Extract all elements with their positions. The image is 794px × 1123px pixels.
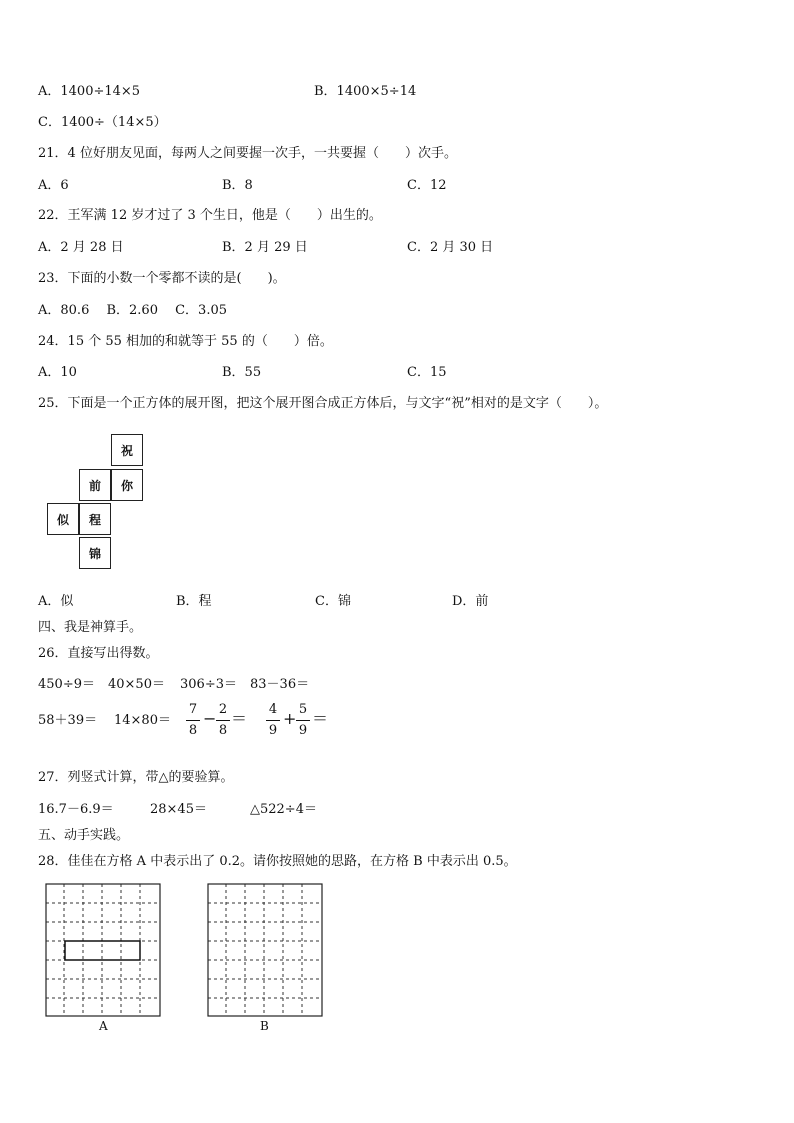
q22-question: 22．王军满 12 岁才过了 3 个生日，他是（ ）出生的。 [38,208,382,223]
q26-expr-5: 58＋39＝ [38,713,98,728]
frac2-operator: + [283,709,297,728]
q28-question: 28．佳佳在方格 A 中表示出了 0.2。请你按照她的思路，在方格 B 中表示出 0.5。 [38,854,517,869]
fraction-bar [216,720,230,721]
frac1-num2: 2 [218,702,228,717]
q21-option-c: C．12 [407,178,447,193]
q25-question: 25．下面是一个正方体的展开图，把这个展开图合成正方体后，与文字“祝”相对的是文字（ ）。 [38,396,608,411]
q21-option-b: B．8 [222,178,253,193]
q20-option-a: A．1400÷14×5 [38,84,141,99]
q22-option-a: A．2 月 28 日 [38,240,124,255]
q21-question: 21．4 位好朋友见面，每两人之间要握一次手，一共要握（ ）次手。 [38,146,457,161]
frac1-den1: 8 [188,723,198,738]
frac1-equals: ＝ [231,709,248,728]
q26-expr-6: 14×80＝ [114,713,171,728]
frac1-den2: 8 [218,723,228,738]
frac2-num1: 4 [268,702,278,717]
section-5-title: 五、动手实践。 [38,828,130,843]
frac1-num1: 7 [188,702,198,717]
q22-option-c: C．2 月 30 日 [407,240,494,255]
q25-option-d: D．前 [452,594,489,609]
cube-face-ni: 你 [111,469,143,501]
q27-item-3: △522÷4＝ [250,802,317,817]
q23-question: 23．下面的小数一个零都不读的是( )。 [38,271,286,286]
frac2-first [266,702,280,740]
cube-face-si: 似 [47,503,79,535]
q27-item-1: 16.7－6.9＝ [38,802,114,817]
q21-option-a: A．6 [38,178,69,193]
section-4-title: 四、我是神算手。 [38,620,143,635]
fraction-bar [296,720,310,721]
frac2-den2: 9 [298,723,308,738]
q24-option-a: A．10 [38,365,77,380]
q26-question: 26．直接写出得数。 [38,646,159,661]
q25-option-b: B．程 [176,594,212,609]
q25-option-a: A．似 [38,594,74,609]
q27-question: 27．列竖式计算，带△的要验算。 [38,770,234,785]
grid-a-label: A [99,1019,108,1033]
q22-option-b: B．2 月 29 日 [222,240,308,255]
frac1-operator: − [203,709,217,728]
cube-face-cheng: 程 [79,503,111,535]
frac2-num2: 5 [298,702,308,717]
cube-face-qian: 前 [79,469,111,501]
frac2-equals: ＝ [312,709,329,728]
q20-option-c: C．1400÷（14×5） [38,115,167,130]
grid-a [45,883,161,1017]
frac2-second [296,702,310,740]
q24-option-c: C．15 [407,365,447,380]
fraction-bar [266,720,280,721]
q24-question: 24．15 个 55 相加的和就等于 55 的（ ）倍。 [38,334,333,349]
q26-expr-2: 40×50＝ [108,677,165,692]
q24-option-b: B．55 [222,365,262,380]
cube-face-jin: 锦 [79,537,111,569]
fraction-bar [186,720,200,721]
cube-face-zhu: 祝 [111,434,143,466]
cube-net [46,434,146,574]
q26-expr-4: 83－36＝ [250,677,310,692]
q25-option-c: C．锦 [315,594,351,609]
grid-b-label: B [260,1019,269,1033]
grid-b [207,883,323,1017]
frac1-second [216,702,230,740]
frac1-first [186,702,200,740]
q27-item-2: 28×45＝ [150,802,207,817]
q26-expr-3: 306÷3＝ [180,677,237,692]
q26-expr-1: 450÷9＝ [38,677,95,692]
q23-options: A．80.6 B．2.60 C．3.05 [38,303,227,318]
frac2-den1: 9 [268,723,278,738]
q20-option-b: B．1400×5÷14 [314,84,417,99]
